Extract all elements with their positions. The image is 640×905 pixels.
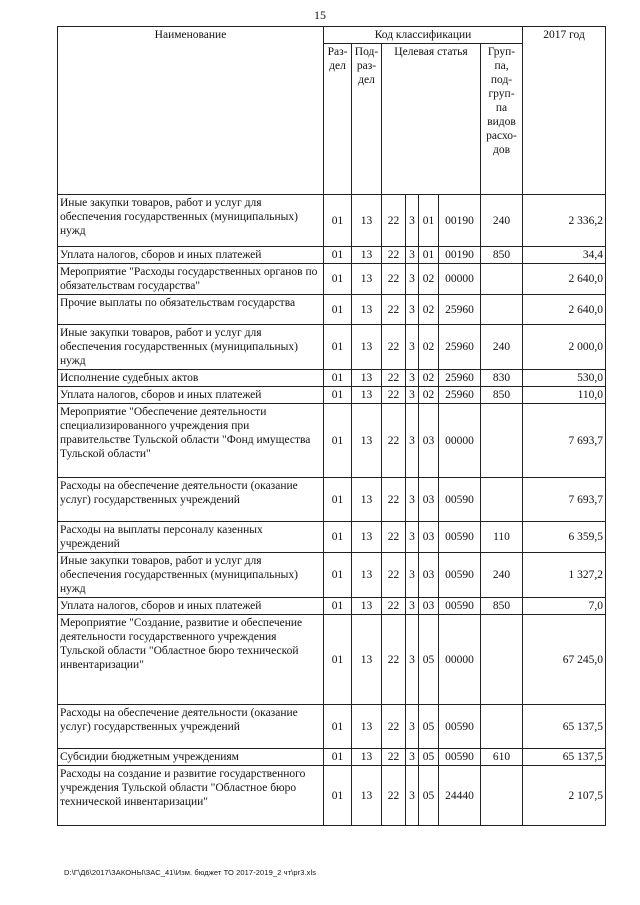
header-target-article: Целевая статья [382,44,481,195]
table-row [58,478,606,522]
table-row [58,195,606,247]
table-row [58,766,606,826]
row-subsection-code: 13 [352,264,382,295]
row-amount: 2 640,0 [523,264,606,295]
row-target-program: 22 [382,766,406,826]
row-name: Субсидии бюджетным учреждениям [58,749,324,766]
row-target-direction: 00000 [439,404,481,478]
row-target-program: 22 [382,705,406,749]
row-section-code: 01 [324,264,352,295]
row-section-code: 01 [324,387,352,404]
row-name: Уплата налогов, сборов и иных платежей [58,387,324,404]
row-target-event: 02 [419,325,439,370]
table-row [58,370,606,387]
row-target-event: 03 [419,478,439,522]
row-name: Иные закупки товаров, работ и услуг для обеспечения государственных (муниципальных) нужд [58,195,324,247]
row-amount: 65 137,5 [523,705,606,749]
row-expense-type [481,705,523,749]
row-amount: 34,4 [523,247,606,264]
row-amount: 2 000,0 [523,325,606,370]
row-target-subprogram: 3 [406,766,419,826]
row-section-code: 01 [324,553,352,598]
row-target-subprogram: 3 [406,522,419,553]
row-target-subprogram: 3 [406,749,419,766]
row-target-direction: 25960 [439,325,481,370]
row-subsection-code: 13 [352,370,382,387]
row-target-event: 05 [419,705,439,749]
row-amount: 67 245,0 [523,615,606,705]
row-target-direction: 00590 [439,478,481,522]
row-target-event: 03 [419,598,439,615]
row-name: Расходы на создание и развитие государственного учреждения Тульской области "Областное бюро технической инвентаризации" [58,766,324,826]
row-target-direction: 25960 [439,370,481,387]
row-target-program: 22 [382,295,406,325]
row-target-direction: 00590 [439,749,481,766]
row-target-event: 05 [419,615,439,705]
row-target-program: 22 [382,264,406,295]
header-subsection: Под- раз- дел [352,44,382,195]
row-amount: 65 137,5 [523,749,606,766]
row-amount: 6 359,5 [523,522,606,553]
row-amount: 530,0 [523,370,606,387]
table-row [58,264,606,295]
row-target-direction: 00000 [439,264,481,295]
row-target-subprogram: 3 [406,295,419,325]
row-expense-type: 110 [481,522,523,553]
row-name: Мероприятие "Расходы государственных органов по обязательствам государства" [58,264,324,295]
row-target-subprogram: 3 [406,370,419,387]
row-section-code: 01 [324,478,352,522]
row-target-direction: 00590 [439,553,481,598]
row-expense-type: 850 [481,387,523,404]
row-target-subprogram: 3 [406,325,419,370]
row-name: Иные закупки товаров, работ и услуг для обеспечения государственных (муниципальных) нужд [58,325,324,370]
row-expense-type [481,404,523,478]
footer-file-path: D:\Г\Д6\2017\ЗАКОНЫ\ЗАС_41\Изм. бюджет ТО 2017-2019_2 чт\pr3.xls [64,868,317,877]
table-row [58,247,606,264]
row-target-event: 03 [419,522,439,553]
row-target-event: 02 [419,295,439,325]
row-subsection-code: 13 [352,598,382,615]
row-amount: 7,0 [523,598,606,615]
row-target-event: 01 [419,195,439,247]
row-target-program: 22 [382,370,406,387]
row-amount: 7 693,7 [523,404,606,478]
budget-table [57,26,606,826]
row-section-code: 01 [324,705,352,749]
row-subsection-code: 13 [352,478,382,522]
row-expense-type: 240 [481,325,523,370]
row-name: Уплата налогов, сборов и иных платежей [58,247,324,264]
row-target-program: 22 [382,247,406,264]
header-section: Раз- дел [324,44,352,195]
row-target-subprogram: 3 [406,615,419,705]
row-subsection-code: 13 [352,705,382,749]
table-row [58,325,606,370]
row-target-direction: 25960 [439,295,481,325]
row-section-code: 01 [324,749,352,766]
table-row [58,295,606,325]
row-target-program: 22 [382,749,406,766]
row-amount: 110,0 [523,387,606,404]
row-name: Иные закупки товаров, работ и услуг для обеспечения государственных (муниципальных) нужд [58,553,324,598]
row-target-direction: 00190 [439,195,481,247]
row-target-program: 22 [382,522,406,553]
row-subsection-code: 13 [352,325,382,370]
row-expense-type: 850 [481,598,523,615]
row-target-event: 02 [419,387,439,404]
row-target-program: 22 [382,325,406,370]
row-target-subprogram: 3 [406,598,419,615]
row-target-direction: 24440 [439,766,481,826]
row-target-direction: 00000 [439,615,481,705]
row-name: Прочие выплаты по обязательствам государства [58,295,324,325]
row-expense-type [481,264,523,295]
table-row [58,705,606,749]
row-name: Исполнение судебных актов [58,370,324,387]
row-expense-type [481,766,523,826]
row-amount: 1 327,2 [523,553,606,598]
table-row [58,404,606,478]
row-target-direction: 00590 [439,598,481,615]
page-number: 15 [314,8,326,22]
row-section-code: 01 [324,370,352,387]
row-expense-type: 240 [481,195,523,247]
row-section-code: 01 [324,295,352,325]
row-section-code: 01 [324,615,352,705]
row-subsection-code: 13 [352,749,382,766]
table-row [58,522,606,553]
row-target-event: 02 [419,370,439,387]
row-section-code: 01 [324,766,352,826]
table-row [58,387,606,404]
row-target-direction: 25960 [439,387,481,404]
row-subsection-code: 13 [352,522,382,553]
row-target-event: 02 [419,264,439,295]
row-name: Расходы на обеспечение деятельности (оказание услуг) государственных учреждений [58,705,324,749]
row-amount: 2 640,0 [523,295,606,325]
row-section-code: 01 [324,325,352,370]
row-amount: 2 336,2 [523,195,606,247]
row-target-program: 22 [382,387,406,404]
row-target-subprogram: 3 [406,478,419,522]
row-target-subprogram: 3 [406,553,419,598]
row-target-subprogram: 3 [406,247,419,264]
row-section-code: 01 [324,195,352,247]
row-subsection-code: 13 [352,615,382,705]
row-target-program: 22 [382,404,406,478]
row-expense-type [481,295,523,325]
row-target-subprogram: 3 [406,404,419,478]
row-target-direction: 00590 [439,522,481,553]
row-expense-type: 850 [481,247,523,264]
row-target-subprogram: 3 [406,264,419,295]
row-target-event: 03 [419,404,439,478]
row-expense-type: 830 [481,370,523,387]
row-name: Расходы на обеспечение деятельности (оказание услуг) государственных учреждений [58,478,324,522]
row-amount: 7 693,7 [523,478,606,522]
row-subsection-code: 13 [352,404,382,478]
row-target-event: 05 [419,766,439,826]
row-section-code: 01 [324,404,352,478]
row-target-program: 22 [382,553,406,598]
table-row [58,749,606,766]
row-subsection-code: 13 [352,553,382,598]
row-target-program: 22 [382,195,406,247]
table-row [58,598,606,615]
row-subsection-code: 13 [352,247,382,264]
row-target-subprogram: 3 [406,705,419,749]
row-expense-type [481,615,523,705]
row-subsection-code: 13 [352,387,382,404]
row-amount: 2 107,5 [523,766,606,826]
header-code-group: Код классификации [324,27,523,44]
row-target-program: 22 [382,598,406,615]
row-section-code: 01 [324,598,352,615]
row-target-event: 03 [419,553,439,598]
row-name: Мероприятие "Создание, развитие и обеспечение деятельности государственного учреждения Тульской области "Областное бюро технической инвентаризации" [58,615,324,705]
row-name: Мероприятие "Обеспечение деятельности специализированного учреждения при правительстве Тульской области "Фонд имущества Тульской области" [58,404,324,478]
header-expense-group: Груп- па, под- груп- па видов расхо- дов [481,44,523,195]
row-expense-type: 240 [481,553,523,598]
row-target-direction: 00190 [439,247,481,264]
row-target-event: 01 [419,247,439,264]
row-target-subprogram: 3 [406,195,419,247]
row-target-direction: 00590 [439,705,481,749]
table-row [58,615,606,705]
header-name: Наименование [58,27,324,195]
row-subsection-code: 13 [352,295,382,325]
header-year: 2017 год [523,27,606,195]
row-section-code: 01 [324,247,352,264]
row-subsection-code: 13 [352,766,382,826]
row-expense-type [481,478,523,522]
row-target-subprogram: 3 [406,387,419,404]
row-subsection-code: 13 [352,195,382,247]
row-name: Расходы на выплаты персоналу казенных учреждений [58,522,324,553]
table-row [58,553,606,598]
row-name: Уплата налогов, сборов и иных платежей [58,598,324,615]
row-expense-type: 610 [481,749,523,766]
row-target-event: 05 [419,749,439,766]
row-target-program: 22 [382,615,406,705]
row-section-code: 01 [324,522,352,553]
row-target-program: 22 [382,478,406,522]
